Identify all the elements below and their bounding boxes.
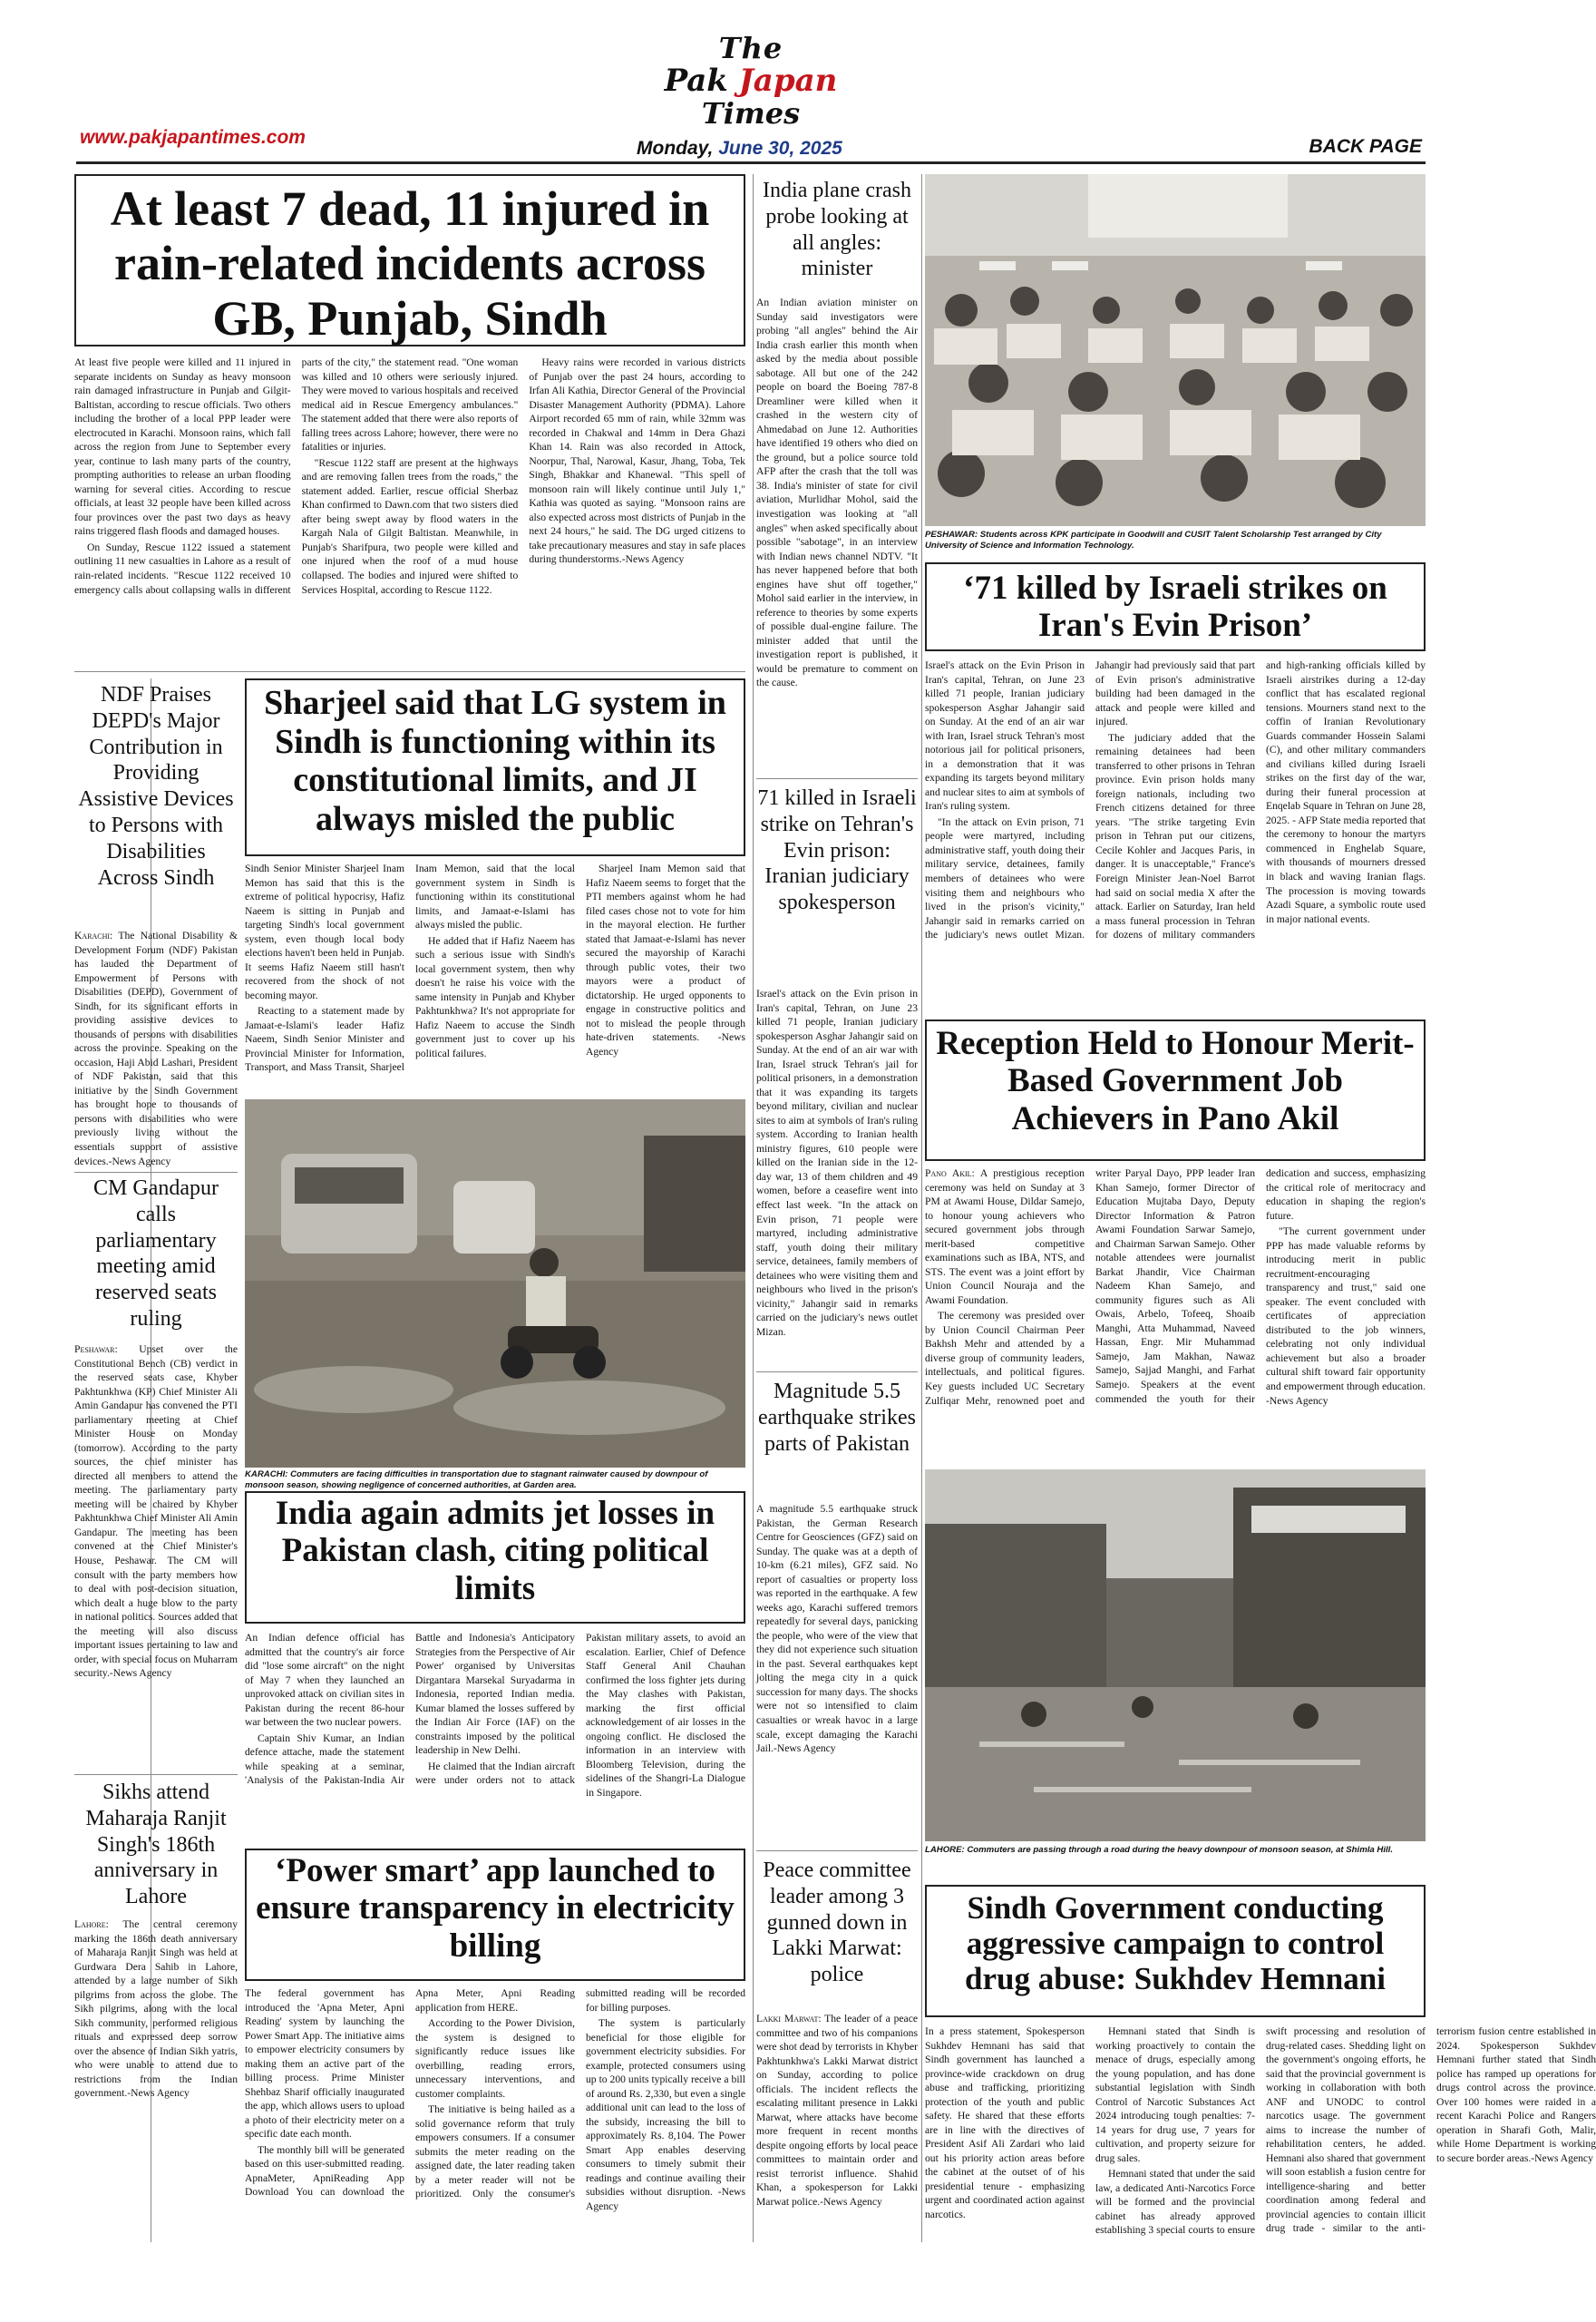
paragraph [74, 929, 238, 1168]
headline-evin-small: 71 killed in Israeli strike on Tehran's Evin prison: Iranian judiciary spokesperson [757, 786, 917, 915]
divider [921, 174, 922, 2242]
paragraph-text: : The National Disability & Development Forum (NDF) Pakistan has lauded the Department of Empowerment of Persons with Disabilities (DEPD), Government of Sindh, for its significant efforts in providing assistive devices to thousands of persons with disabilities across the province. Speaking on the occasion, Haji Abid Lashari, President of NDF Pakistan, said that this initiative by the Sindh Government has brought hope to thousands of persons with disabilities who were previously living without the essentials support of assistive devices.-News Agency [74, 930, 238, 1167]
headline-india-jets: India again admits jet losses in Pakistan clash, citing political limits [275, 1495, 715, 1607]
paragraph: The federal government has introduced the 'Apna Meter, Apni Reading' system by launching the Power Smart App. The initiative aims to empower electricity consumers by making them an active part of the billing process. Prime Minister Shehbaz Sharif officially inaugurated the app, which allows users to upload a photo of their electricity meter on a specific date each month. [245, 1987, 404, 2141]
article-body-earthquake [756, 1502, 918, 1845]
headline-earthquake: Magnitude 5.5 earthquake strikes parts of Pakistan [758, 1380, 916, 1456]
headline-box-sharjeel [245, 678, 745, 856]
paragraph: Israel's attack on the Evin prison in Iran's capital, Tehran, on June 23 killed 71 people, Iranian judiciary spokesperson Asghar Jahangir said on Sunday. At the end of an air war with Iran, Israel struck Tehran's jail for political prisoners, in a demonstration that it was expanding its targets beyond military, civilian and nuclear sites to aim at symbols of Iran's ruling system. According to Iranian health ministry figures, 610 people were killed on the Iranian side in the 12-day war, 13 of them children and 49 women, before a ceasefire went into effect last week. "In the attack on Evin prison, 71 people were martyred, including administrative staff, youth doing their military service, detainees, family members of detainees who were visiting them and neighbours who lived in the prison's vicinity," Jahangir said in remarks carried on the judiciary's news outlet Mizan. [756, 988, 918, 1338]
paragraph: Hemnani stated that under the said law, a dedicated Anti-Narcotics Force will be formed and the provincial cabinet has already approved establishing 3 special courts to ensure swift processing and resolution of drug-related cases. Shedding light on the government's ongoing efforts, he said that the provincial government is working in collaboration with both ANF and UNODC to control narcotics usage. The government aims to increase the number of rehabilitation centers, he added. Hemnani also shared that government will soon establish a fusion centre for intelligence-sharing and better coordination among federal and provincial agencies to contain illicit drug trade - similar to the anti-terrorism fusion centre established in 2024. Spokesperson Sukhdev Hemnani further stated that Sindh police has ramped up operations for drugs control across the province. Over 100 homes were raided in a recent Karachi Police and Rangers operation in Sharafi Goth, Malir, while Home Department is working to secure border areas.-News Agency [1095, 2025, 1596, 2237]
dateline: Peshawar [74, 1343, 115, 1355]
article-body-pano-akil [925, 1166, 1426, 1464]
paragraph: He added that if Hafiz Naeem has such a serious issue with Sindh's local government system, then why doesn't he raise his voice with the same intensity in Punjab and Khyber Pakhtunkhwa? It's not appropriate for Hafiz Naeem to accuse the Sindh government just to cover up his political failures. [415, 934, 575, 1059]
paragraph: Sindh Senior Minister Sharjeel Inam Memon has said that this is the extreme of political hypocrisy, Hafiz Naeem is sitting in Punjab and targeting Sindh's local government system, even though local body elections haven't been held in Punjab. It seems Hafiz Naeem still hasn't recovered from the shock of not becoming mayor. [245, 863, 404, 1001]
paragraph: An Indian defence official has admitted that the country's air force did "lose some aircraft" on the night of May 7 when they launched an unprovoked attack on civilian sites in Pakistan during the recent 86-hour war between the two nuclear powers. [245, 1632, 404, 1729]
paragraph: On Sunday, Rescue 1122 issued a statement outlining 11 new casualties in Lahore as a result of rain-related incidents. "Rescue 1122 received 10 emergency calls about collapsing walls in different parts of the city," the statement read. "One woman was killed and 10 others were seriously injured. They were moved to various hospitals and received medical aid in Rescue Emergency ambulances." The statement added that there were also reports of falling trees across Lahore; however, there were no fatalities or injuries. [74, 356, 519, 596]
paragraph: Sharjeel Inam Memon said that Hafiz Naeem seems to forget that the PTI members against whom he had filed cases chose not to vote for him in the mayoral election. He further stated that Jamaat-e-Islami has never secured the mayorship of Karachi through public votes, their two mayors were a product of dictatorship. He urged opponents to engage in constructive politics and not to mislead the people through hate-driven statements. -News Agency [586, 863, 745, 1058]
headline-sindh-drug: Sindh Government conducting aggressive campaign to control drug abuse: Sukhdev Hemnani [965, 1890, 1386, 1997]
flooded-street-image [245, 1099, 745, 1468]
paragraph: Heavy rains were recorded in various districts of Punjab over the past 24 hours, according to Irfan Ali Kathia, Director General of the Provincial Disaster Management Authority (PDMA). Lahore Airport recorded 65 mm of rain, while 32mm was recorded in Chakwal and 14mm in Dera Ghazi Khan 14. Rain was also recorded in Attock, Noorpur, Thal, Narowal, Kasur, Jhang, Toba, Tek Singh, Bhakkar and Khanewal. "This spell of monsoon rain will likely continue until July 1," Kathia was quoted as saying. "Monsoon rains are also expected across most districts of Punjab in the next 24 hours," he said. The DG urged citizens to take precautionary measures and stay in safe places during thunderstorms.-News Agency [529, 356, 745, 566]
rainy-road-image [925, 1469, 1426, 1841]
dateline: Pano Akil [925, 1167, 972, 1179]
paragraph: He claimed that the Indian aircraft were under orders not to attack Pakistan military assets, to avoid an escalation. Earlier, Chief of Defence Staff General Anil Chauhan confirmed the loss fighter jets during the May clashes with Pakistan, marking the first official acknowledgement of air losses in the ongoing conflict. He disclosed the information in an interview with Bloomberg Television, during the sidelines of the Shangri-La Dialogue in Singapore. [415, 1632, 745, 1799]
article-body-rain [74, 356, 745, 664]
issue-date [637, 138, 999, 160]
caption-karachi: KARACHI: Commuters are facing difficulties in transportation due to stagnant rainwater caused by downpour of monsoon season, showing negligence of concerned authorities, at Garden area. [245, 1469, 708, 1491]
section-label: BACK PAGE [1309, 136, 1422, 157]
photo-peshawar-students [925, 174, 1426, 526]
article-body-sikhs [74, 1917, 238, 2242]
photo-karachi-rainwater [245, 1099, 745, 1468]
headline-box-pano-akil [925, 1020, 1426, 1161]
masthead-logo [635, 33, 867, 129]
divider [756, 1850, 918, 1851]
headline-power-smart: ‘Power smart’ app launched to ensure transparency in electricity billing [256, 1852, 735, 1965]
headline-sikhs: Sikhs attend Maharaja Ranjit Singh's 186th anniversary in Lahore [85, 1781, 227, 1909]
headline-box-india-jets [245, 1491, 745, 1624]
paragraph: According to the Power Division, the system is designed to significantly reduce issues like overbilling, reading errors, unnecessary interventions, and customer complaints. [415, 2017, 575, 2100]
headline-cm-gandapur: CM Gandapur calls parliamentary meeting amid reserved seats ruling [93, 1176, 219, 1331]
paragraph: The system is particularly beneficial for those eligible for government electricity subsidies. For example, protected consumers using up to 200 units typically receive a bill of around Rs. 2,330, but even a single additional unit can lead to the loss of the subsidy, increasing the bill to approximately Rs. 8,104. The Power Smart App enables deserving consumers to timely submit their readings and continue availing their subsidies without disruption. -News Agency [586, 2017, 745, 2212]
article-body-sharjeel [245, 862, 745, 1090]
logo-word-pak: Pak [664, 63, 728, 99]
paragraph: Captain Shiv Kumar, an Indian defence attache, made the statement while speaking at a seminar, 'Analysis of the Pakistan-India Air Battle and Indonesia's Anticipatory Strategies from the Perspective of Air Power' organised by Universitas Dirgantara Marsekal Suryadarma in Indonesia, reported Indian media. Kumar blamed the losses suffered by the Indian Air Force (IAF) on the constraints imposed by the political leadership in New Delhi. [245, 1632, 575, 1787]
date-value: June 30, 2025 [718, 138, 842, 159]
paragraph: The judiciary added that the remaining detainees had been transferred to other prisons in Tehran province. Evin prison holds many foreign nationals, including two French citizens detained for three years. "The strike targeting Evin prison in Tehran put our citizens, Cecile Kohler and Jacques Paris, in danger. It is unacceptable," France's Foreign Minister Jean-Noel Barrot had said on social media X after the attack. Earlier on Saturday, Iran held a mass funeral procession in Tehran for dozens of military commanders and high-ranking officials killed by Israeli airstrikes during a 12-day conflict that has escalated regional tensions. Mourners stand next to the coffin of Iranian Revolutionary Guards commander Hossein Salami (C), and other military commanders and civilians killed during Israeli strikes on the first day of the war, during their funeral procession at Enqelab Square in Tehran on June 28, 2025. - AFP State media reported that the ceremony to honour the martyrs commenced in Enghelab Square, with thousands of mourners dressed in black and waving Iranian flags. The procession is moving towards Azadi Square, a symbolic route used in major national events. [1095, 659, 1426, 941]
caption-lahore: LAHORE: Commuters are passing through a road during the heavy downpour of monsoon season, at Shimla Hill. [925, 1845, 1393, 1855]
paragraph [925, 1166, 1085, 1307]
date-prefix: Monday, [637, 138, 714, 159]
paragraph: At least five people were killed and 11 injured in separate incidents on Sunday as heavy monsoon rain damaged infrastructure in Punjab and Gilgit-Baltistan, according to rescue officials. Two others including the brother of a local PPP leader were electrocuted in Karachi. Monsoon rains, which fall across the region from June to September every year, continue to lash many parts of the country, prompting authorities to release an urban flooding warning for several cities. According to rescue officials, at least 32 people have been killed across four provinces over the past two days as heavy rains triggered flash floods and damaged houses. [74, 356, 291, 538]
paragraph: Israel's attack on the Evin Prison in Iran's capital, Tehran, on June 23 killed 71 people, Iranian judiciary spokesperson Asghar Jahangir said on Sunday. At the end of an air war with Iran, Israel struck Tehran's most notorious jail for political prisoners, in a demonstration that it was expanding its targets beyond military and nuclear sites to aim at symbols of Iran's ruling system. [925, 659, 1085, 813]
article-body-india-jets [245, 1631, 745, 1821]
classroom-image [925, 174, 1426, 526]
headline-lakki: Peace committee leader among 3 gunned down in Lakki Marwat: police [763, 1859, 911, 1987]
logo-line-the: The [718, 31, 783, 65]
dateline: Lakki Marwat [756, 2013, 819, 2024]
masthead [0, 0, 1502, 161]
article-body-evin [925, 659, 1426, 1010]
headline-evin: ‘71 killed by Israeli strikes on Iran's Evin Prison’ [963, 570, 1387, 645]
paragraph: Reacting to a statement made by Jamaat-e-Islami's leader Hafiz Naeem, Sindh Senior Minister and Provincial Minister for Information, Transport, and Mass Transit, Sharjeel Inam Memon, said that the local government system in Sindh is functioning within its constitutional limits, and Jamaat-e-Islami has always misled the public. [245, 863, 575, 1074]
paragraph [756, 2012, 918, 2209]
article-body-ndf [74, 929, 238, 1168]
paragraph-text: : The central ceremony marking the 186th death anniversary of Maharaja Ranjit Singh was held at Gurdwara Dera Sahib in Lahore, attended by a large number of Sikh pilgrims from across the globe. The Sikh pilgrims, along with the local Sikh community, performed religious rituals and expressed deep sorrow over the absence of Indian Sikh yatris, who were unable to attend due to restrictions from the Indian government.-News Agency [74, 1918, 238, 2100]
paragraph-text: : Upset over the Constitutional Bench (CB) verdict in the reserved seats case, Khyber Pakhtunkhwa (KP) Chief Minister Ali Amin Gandapur has convened the PTI parliamentary meeting at Chief Minister House on Monday (tomorrow). According to the party sources, the chief minister has directed all members to attend the meeting. The parliamentary party meeting will be chaired by Khyber Pakhtunkhwa Chief Minister Ali Amin Gandapur. The meeting has been convened at the Chief Minister's House, Peshawar. The CM will consult with the party members how to deal with post-decision situation, which dealt a huge blow to the party in national politics. Sources added that the meeting will also discuss important issues pertaining to law and order, with special focus on Muharram security.-News Agency [74, 1343, 238, 1680]
headline-sharjeel: Sharjeel said that LG system in Sindh is functioning within its constitutional limits, and JI always misled the public [264, 684, 726, 838]
masthead-rule [76, 161, 1426, 164]
dateline: Lahore [74, 1918, 106, 1930]
paragraph [74, 1917, 238, 2101]
dateline: Karachi [74, 930, 111, 941]
article-body-india-plane [756, 296, 918, 773]
divider [756, 778, 918, 779]
headline-india-plane: India plane crash probe looking at all angles: minister [763, 179, 911, 281]
paragraph: A magnitude 5.5 earthquake struck Pakistan, the German Research Centre for Geosciences (GFZ) said on Sunday. The quake was at a depth of 10-km (6.21 miles), GFZ said. No report of casualties or property loss was reported in the earthquake. A few weeks ago, Karachi suffered tremors repeatedly for several days, panicking the people, who were of the view that they did not experience such situation in the past. Several earthquakes kept jolting the mega city in a quick succession for many days. The shocks were not so intensified to claim casualties or wreak havoc in a large scale, except damaging the Karachi Jail.-News Agency [756, 1503, 918, 1755]
article-body-cm-gandapur [74, 1342, 238, 1771]
paragraph: The initiative is being hailed as a solid governance reform that truly empowers consumers. If a consumer submits the meter reading on the assigned date, the later reading taken by a meter reader will not be prioritized. Only the consumer's submitted reading will be recorded for billing purposes. [415, 1987, 745, 2200]
headline-rain: At least 7 dead, 11 injured in rain-related incidents across GB, Punjab, Sindh [110, 181, 710, 346]
paragraph [74, 1342, 238, 1681]
divider [74, 1172, 238, 1173]
headline-ndf: NDF Praises DEPD's Major Contribution in Providing Assistive Devices to Persons with Disabilities Across Sindh [78, 683, 234, 890]
headline-box-evin [925, 562, 1426, 651]
paragraph-text: : The leader of a peace committee and two of his companions were shot dead by terrorists in Khyber Pakhtunkhwa's Lakki Marwat district on Sunday, according to police officials. The incident reflects the escalating militant presence in Lakki Marwat, where attacks have become more frequent in recent months despite ongoing efforts by local peace committees to maintain order and resist terrorist influence. Shahid Khan, a spokesperson for Lakki Marwat police.-News Agency [756, 2013, 918, 2208]
article-body-power-smart [245, 1986, 745, 2248]
article-body-evin-small [756, 987, 918, 1368]
photo-lahore-downpour [925, 1469, 1426, 1841]
paragraph: Hemnani stated that Sindh is working proactively to contain the menace of drugs, especially among the young population, and has done substantial legislation with Sindh Control of Narcotic Substances Act 2024 introducing tough penalties: 7-14 years for drug use, 7 years for cultivation, and property seizure for drug sales. [1095, 2025, 1255, 2164]
paragraph: The monthly bill will be generated based on this user-submitted reading. ApnaMeter, ApniReading App Download You can download the Apna Meter, Apni Reading application from HERE. [245, 1987, 575, 2199]
headline-box-power-smart [245, 1849, 745, 1981]
article-body-lakki [756, 2012, 918, 2248]
divider [74, 671, 745, 672]
logo-word-japan: Japan [738, 63, 838, 99]
website-link[interactable]: www.pakjapantimes.com [80, 127, 306, 148]
paragraph-text: : A prestigious reception ceremony was held on Sunday at 3 PM at Awami House, Dildar Samejo, to honour young achievers who secured government jobs through merit-based competitive examinations such as IBA, NTS, and STS. The event was a joint effort by Union Council Nouraja and the Awami Foundation. [925, 1167, 1085, 1306]
logo-line-times: Times [701, 96, 801, 131]
headline-box-rain [74, 174, 745, 346]
divider [74, 1774, 238, 1775]
paragraph: An Indian aviation minister on Sunday said investigators were probing "all angles" behind the Air India crash earlier this month when asked by the media about possible sabotage. All but one of the 242 people on board the Boeing 787-8 Dreamliner were killed when it crashed in the western city of Ahmedabad on June 12. Authorities have identified 19 others who died on the ground, but a police source told AFP after the crash that the toll was 38. India's minister of state for civil aviation, Murlidhar Mohol, said the investigation was looking at "all angles" when asked specifically about possible "sabotage", in an interview with Indian news channel NDTV. "It has never happened before that both engines have shut off together," Mohol said earlier in the interview, in reference to theories by some experts of possible dual-engine failure. The minister added that until the investigation report is published, it would be premature to comment on the cause. [756, 297, 918, 689]
headline-pano-akil: Reception Held to Honour Merit-Based Government Job Achievers in Pano Akil [936, 1025, 1415, 1137]
divider [756, 1371, 918, 1372]
paragraph: "In the attack on Evin prison, 71 people were martyred, including administrative staff, youth doing their military service, detainees, family members of detainees who were visiting them and neighbours who lived in the prison's vicinity," Jahangir said in remarks carried on the judiciary's news outlet Mizan. Jahangir had previously said that part of Evin prison's administrative building had been damaged in the attack and people were killed and injured. [925, 659, 1255, 941]
paragraph: "Rescue 1122 staff are present at the highways and are removing fallen trees from the roads," the statement added. Earlier, rescue official Sherbaz Khan confirmed to Dawn.com that two sisters died after being swept away by flood waters in the Kargah Nala of Gilgit Baltistan. Meanwhile, in Punjab's Sharifpura, two people were killed and one injured when the roof of a mud house collapsed. The bodies and injured were shifted to Services Hospital, according to Rescue 1122. [301, 456, 519, 596]
caption-peshawar: PESHAWAR: Students across KPK participate in Goodwill and CUSIT Talent Scholarship Test arranged by City University of Science and Information Technology. [925, 530, 1382, 551]
paragraph: "The current government under PPP has made valuable reforms by introducing merit in public recruitment-encouraging transparency and trust," said one speaker. The event concluded with certificates of appreciation distributed to the job winners, celebrating not only individual achievement but also a broader cultural shift toward fair opportunity and empowerment through education. -News Agency [1266, 1225, 1426, 1407]
divider [753, 174, 754, 2242]
paragraph: The ceremony was presided over by Union Council Chairman Peer Bakhsh Mehr and attended by a diverse group of community leaders, intellectuals, and political figures. Key guests included UC Secretary Zulfiqar Mehr, renowned poet and writer Paryal Dayo, PPP leader Iran Khan Samejo, former Director of Education Mujtaba Dayo, Deputy Director Information & Patron Awami Foundation Sarwar Samejo, and Chairman Sarwan Samejo. Other notable attendees were journalist Barkat Jhandir, Vice Chairman Nadeem Khan Samejo, and community figures such as Ali Owais, Arbelo, Tofeeq, Shoaib Manghi, Atta Muhammad, Naveed Hassan, Engr. Mir Muhammad Samejo, Jam Makhan, Nawaz Samejo, Sajjad Manghi, and Farhat Samejo. Speakers at the event commended the youth for their dedication and success, emphasizing the critical role of meritocracy and education in shaping the region's future. [925, 1167, 1426, 1407]
paragraph: In a press statement, Spokesperson Sukhdev Hemnani has said that Sindh government has launched a province-wide crackdown on drug abuse and trafficking, prioritizing protection of the youth and public safety. He shared that these efforts are in line with the directives of President Asif Ali Zardari who laid out his priority action areas before the cabinet at the outset of of his presidential tenure - emphasizing urgent and coordinated action against narcotics. [925, 2025, 1085, 2220]
headline-box-sindh-drug [925, 1885, 1426, 2017]
article-body-sindh-drug [925, 2024, 1596, 2248]
